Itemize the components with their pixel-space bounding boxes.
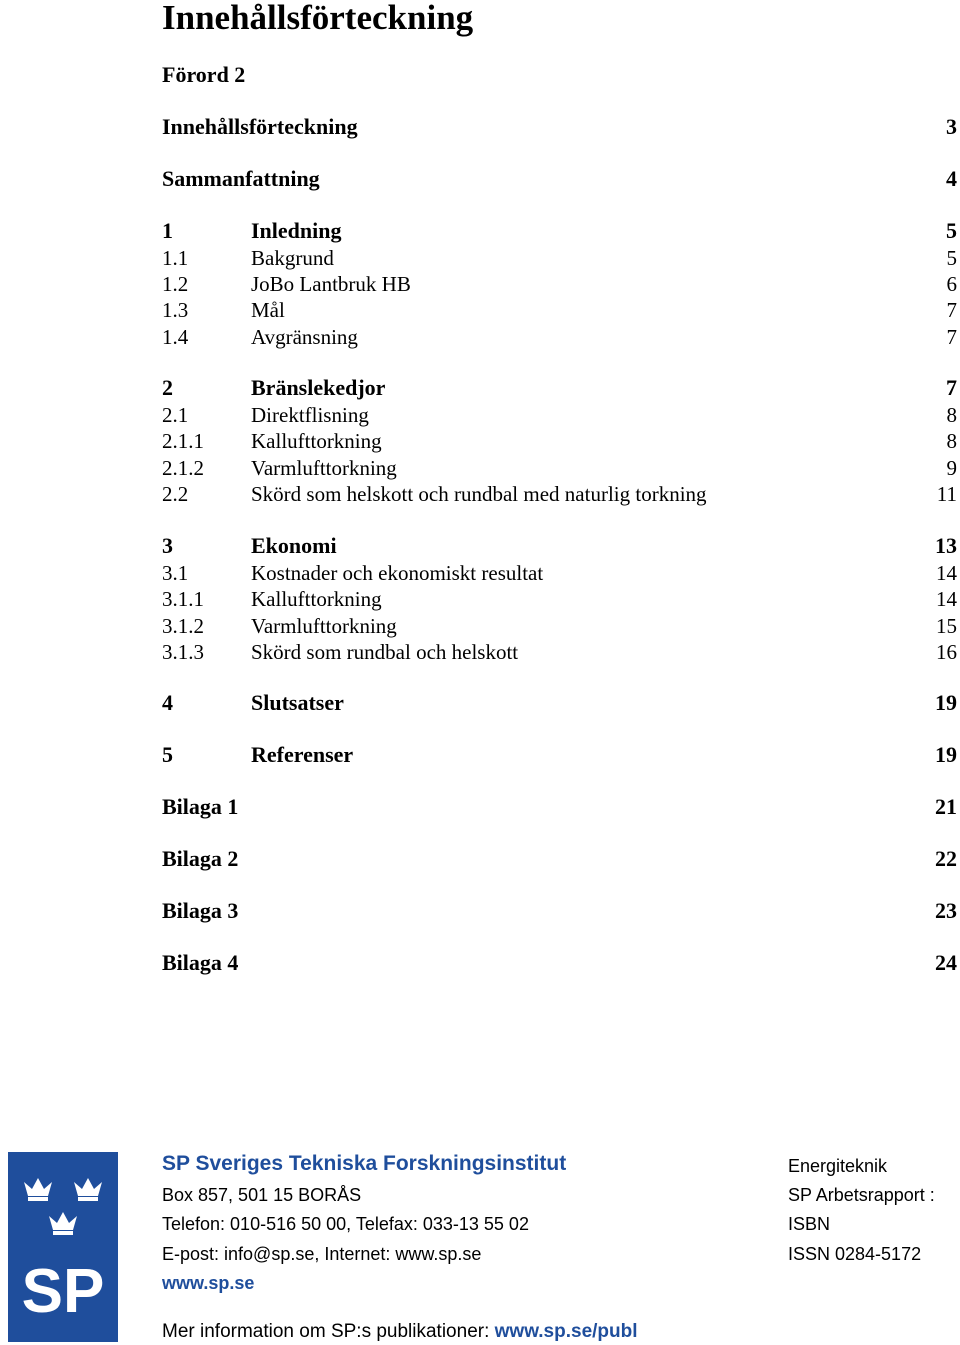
toc-entry[interactable] bbox=[162, 455, 957, 481]
toc-entry-title: Mål bbox=[251, 298, 285, 322]
org-name: SP Sveriges Tekniska Forskningsinstitut bbox=[162, 1152, 567, 1175]
toc-entry-page: 7 bbox=[946, 325, 957, 349]
toc-entry-page: 23 bbox=[935, 898, 957, 923]
toc-entry-number: 3.1 bbox=[162, 561, 189, 585]
toc-entry-page: 19 bbox=[935, 690, 957, 715]
toc-entry-page: 24 bbox=[935, 950, 957, 975]
toc-entry-title: Förord 2 bbox=[162, 62, 246, 87]
toc-entry-number: 2.2 bbox=[162, 482, 189, 506]
toc-entry[interactable] bbox=[162, 613, 957, 639]
toc-entry[interactable] bbox=[162, 846, 957, 872]
report-series: SP Arbetsrapport : bbox=[788, 1185, 935, 1205]
toc-entry-title: Innehållsförteckning bbox=[162, 114, 358, 139]
toc-entry[interactable] bbox=[162, 271, 957, 297]
toc-entry-number: 2.1 bbox=[162, 403, 189, 427]
toc-entry[interactable] bbox=[162, 62, 957, 88]
toc-entry-title: Inledning bbox=[251, 218, 342, 243]
toc-entry-page: 4 bbox=[946, 166, 957, 191]
toc-entry-title: Slutsatser bbox=[251, 690, 344, 715]
toc-entry-page: 5 bbox=[946, 218, 957, 243]
toc-entry-page: 9 bbox=[946, 456, 957, 480]
toc-entry-page: 3 bbox=[946, 114, 957, 139]
toc-entry-page: 14 bbox=[936, 587, 957, 611]
toc-entry[interactable] bbox=[162, 742, 957, 768]
toc-entry-page: 7 bbox=[946, 298, 957, 322]
toc-entry-title: Skörd som helskott och rundbal med naturlig torkning bbox=[251, 482, 707, 506]
table-of-contents bbox=[162, 0, 960, 1000]
toc-entry[interactable] bbox=[162, 245, 957, 271]
toc-entry-number: 3 bbox=[162, 533, 173, 558]
more-info-text: Mer information om SP:s publikationer: bbox=[162, 1321, 495, 1342]
toc-entry[interactable] bbox=[162, 481, 957, 507]
department: Energiteknik bbox=[788, 1156, 888, 1176]
toc-entry-number: 4 bbox=[162, 690, 173, 715]
toc-entry[interactable] bbox=[162, 166, 957, 192]
publications-link[interactable]: www.sp.se/publ bbox=[494, 1321, 638, 1342]
toc-entry-page: 11 bbox=[936, 482, 957, 506]
toc-entry-page: 5 bbox=[946, 246, 957, 270]
toc-entry-title: Bakgrund bbox=[251, 246, 334, 270]
toc-entry-number: 5 bbox=[162, 742, 173, 767]
toc-entry[interactable] bbox=[162, 586, 957, 612]
toc-entry-title: Kostnader och ekonomiskt resultat bbox=[251, 561, 544, 585]
toc-entry-page: 22 bbox=[935, 846, 957, 871]
toc-entry[interactable] bbox=[162, 375, 957, 401]
toc-entry-number: 1.1 bbox=[162, 246, 189, 270]
toc-entry-title: Kallufttorkning bbox=[251, 587, 382, 611]
toc-entry[interactable] bbox=[162, 560, 957, 586]
toc-entry-title: JoBo Lantbruk HB bbox=[251, 272, 411, 296]
toc-entry-title: Sammanfattning bbox=[162, 166, 320, 191]
phone-fax: Telefon: 010-516 50 00, Telefax: 033-13 55 02 bbox=[162, 1214, 529, 1234]
toc-entry[interactable] bbox=[162, 297, 957, 323]
page-title: Innehållsförteckning bbox=[162, 0, 474, 37]
toc-entry-title: Bilaga 1 bbox=[162, 794, 239, 819]
toc-entry-number: 1.2 bbox=[162, 272, 189, 296]
toc-entry[interactable] bbox=[162, 402, 957, 428]
toc-entry-title: Direktflisning bbox=[251, 403, 369, 427]
toc-entry-number: 2.1.2 bbox=[162, 456, 204, 480]
address: Box 857, 501 15 BORÅS bbox=[162, 1185, 362, 1205]
toc-entry-page: 7 bbox=[946, 375, 957, 400]
toc-entry-number: 3.1.3 bbox=[162, 640, 204, 664]
toc-entry-number: 1.4 bbox=[162, 325, 189, 349]
sp-logo bbox=[8, 1152, 118, 1342]
toc-entry-page: 14 bbox=[936, 561, 957, 585]
toc-entry[interactable] bbox=[162, 794, 957, 820]
toc-entry-title: Bilaga 3 bbox=[162, 898, 239, 923]
toc-entry[interactable] bbox=[162, 533, 957, 559]
toc-entry[interactable] bbox=[162, 950, 957, 976]
toc-entry-page: 8 bbox=[946, 403, 957, 427]
toc-entry-page: 16 bbox=[936, 640, 957, 664]
toc-entry[interactable] bbox=[162, 114, 957, 140]
logo-text: SP bbox=[21, 1257, 105, 1326]
toc-entry-title: Varmlufttorkning bbox=[251, 614, 397, 638]
toc-entry-title: Skörd som rundbal och helskott bbox=[251, 640, 519, 664]
toc-entry-number: 3.1.1 bbox=[162, 587, 204, 611]
toc-entry-title: Varmlufttorkning bbox=[251, 456, 397, 480]
toc-entry[interactable] bbox=[162, 898, 957, 924]
toc-entry[interactable] bbox=[162, 639, 957, 665]
toc-entry-page: 8 bbox=[946, 429, 957, 453]
toc-entry-page: 19 bbox=[935, 742, 957, 767]
toc-entry-page: 15 bbox=[936, 614, 957, 638]
more-info bbox=[162, 1321, 638, 1343]
toc-entry-title: Avgränsning bbox=[251, 325, 358, 349]
toc-entry-page: 13 bbox=[935, 533, 957, 558]
toc-entry-number: 2 bbox=[162, 375, 173, 400]
email-internet: E-post: info@sp.se, Internet: www.sp.se bbox=[162, 1244, 482, 1264]
toc-entry[interactable] bbox=[162, 218, 957, 244]
issn: ISSN 0284-5172 bbox=[788, 1244, 922, 1264]
toc-entry-title: Kallufttorkning bbox=[251, 429, 382, 453]
toc-entry-title: Ekonomi bbox=[251, 533, 337, 558]
toc-entry-title: Bilaga 2 bbox=[162, 846, 239, 871]
toc-entry-title: Referenser bbox=[251, 742, 354, 767]
toc-entry[interactable] bbox=[162, 428, 957, 454]
toc-entry-title: Bilaga 4 bbox=[162, 950, 239, 975]
isbn: ISBN bbox=[788, 1214, 831, 1234]
toc-entry-number: 1.3 bbox=[162, 298, 189, 322]
toc-entry-page: 21 bbox=[935, 794, 957, 819]
toc-entry-number: 1 bbox=[162, 218, 173, 243]
toc-entry-number: 2.1.1 bbox=[162, 429, 204, 453]
website-link[interactable]: www.sp.se bbox=[162, 1273, 255, 1293]
toc-entry[interactable] bbox=[162, 690, 957, 716]
toc-entry-title: Bränslekedjor bbox=[251, 375, 386, 400]
toc-entry[interactable] bbox=[162, 324, 957, 350]
toc-entry-page: 6 bbox=[946, 272, 957, 296]
toc-entry-number: 3.1.2 bbox=[162, 614, 204, 638]
